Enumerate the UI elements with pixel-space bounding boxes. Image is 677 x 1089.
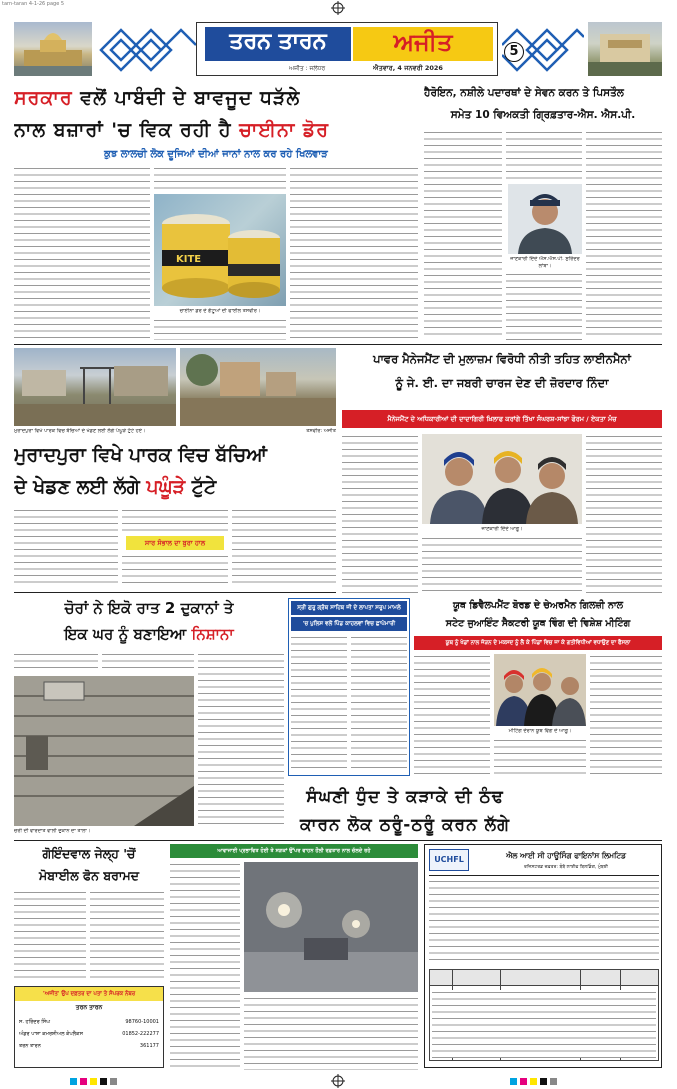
guru-granth-body-col2 xyxy=(351,635,407,773)
contact-row-3-label: ਤਰਨ ਤਾਰਨ xyxy=(19,1043,41,1049)
power-banner: ਮੈਨੇਜਮੈਂਟ ਦੇ ਅਧਿਕਾਰੀਆਂ ਦੀ ਦਾਦਾਗਿਰੀ ਖ਼ਿਲਾਫ ਕਰਾਂਗੇ ਤਿੱਖਾ ਸੰਘਰਸ਼-ਸਾਂਝਾ ਫੋਰਮ / ਏਕਤਾ ਮੰਚ xyxy=(342,410,662,428)
thieves-headline-line1: ਚੋਰਾਂ ਨੇ ਇਕੋ ਰਾਤ 2 ਦੁਕਾਨਾਂ ਤੇ xyxy=(64,599,234,617)
china-dor-body-col2-bottom xyxy=(154,318,286,340)
divider-3 xyxy=(14,840,662,841)
goindwal-headline-line1: ਗੋਇੰਦਵਾਲ ਜੇਲ੍ਹ 'ਚੋਂ xyxy=(42,846,136,861)
contact-box-title: 'ਅਜੀਤ' ਉਪ ਦਫ਼ਤਰ ਦਾ ਪਤਾ ਤੇ ਸੰਪਰਕ ਨੰਬਰ xyxy=(15,987,163,1001)
china-dor-spool-label: KITE xyxy=(176,254,202,265)
youth-photo-caption: ਮੀਟਿੰਗ ਦੌਰਾਨ ਯੂਥ ਵਿੰਗ ਦੇ ਆਗੂ। xyxy=(508,728,572,734)
youth-body-col2-bottom xyxy=(494,738,586,776)
muradpura-headline-line1: ਮੁਰਾਦਪੁਰਾ ਵਿਖੇ ਪਾਰਕ ਵਿਚ ਬੱਚਿਆਂ xyxy=(14,444,268,466)
fog-article xyxy=(160,784,650,840)
tender-title: ਐਲ ਆਈ ਸੀ ਹਾਊਸਿੰਗ ਫਾਇਨਾਂਸ ਲਿਮਟਿਡ xyxy=(506,851,626,860)
divider-2 xyxy=(14,592,336,593)
youth-headline-line1: ਯੂਥ ਡਿਵੈਲਪਮੈਂਟ ਬੋਰਡ ਦੇ ਚੇਅਰਮੈਨ ਗਿਲਜ਼ੀ ਨਾਲ xyxy=(452,600,624,611)
park-photo-strip xyxy=(14,348,336,436)
china-dor-body-col2-top xyxy=(154,166,286,190)
masthead-place: ਅਜੀਤ : ਜਲੰਧਰ xyxy=(289,65,326,72)
power-body-col2-bottom xyxy=(422,536,582,594)
power-body-col1 xyxy=(342,434,418,594)
heroin-body-col1 xyxy=(424,130,502,340)
divider-1 xyxy=(14,344,662,345)
muradpura-headline-line2-b: ਟੁੱਟੇ xyxy=(185,476,217,498)
power-leaders-photo xyxy=(422,434,582,524)
power-headline-line1: ਪਾਵਰ ਮੈਨੇਜਮੈਂਟ ਦੀ ਮੁਲਾਜ਼ਮ ਵਿਰੋਧੀ ਨੀਤੀ ਤਹਿਤ ਲਾਈਨਮੈਨਾਂ xyxy=(373,352,631,366)
china-dor-article xyxy=(14,84,418,342)
contact-box-city: ਤਰਨ ਤਾਰਨ xyxy=(75,1004,103,1011)
china-dor-headline-line2-red: ਚਾਈਨਾ ਡੋਰ xyxy=(239,119,330,141)
tender-advertisement xyxy=(424,844,662,1068)
tender-rule xyxy=(429,875,659,876)
youth-headline-line2: ਸਟੇਟ ਜੁਆਇੰਟ ਸੈਕਟਰੀ ਯੂਥ ਵਿੰਗ ਦੀ ਵਿਸ਼ੇਸ਼ ਮੀਟਿੰਗ xyxy=(445,618,631,629)
muradpura-headline-line2-a: ਦੇ ਖੇਡਣ ਲਈ ਲੱਗੇ xyxy=(14,476,147,498)
tender-table xyxy=(429,969,659,1061)
china-dor-headline-red: ਸਰਕਾਰ xyxy=(14,87,73,109)
china-dor-headline-line1 xyxy=(14,84,418,112)
china-dor-subhead: ਕੁਝ ਲਾਲਚੀ ਲੋਕ ਦੂਜਿਆਂ ਦੀਆਂ ਜਾਨਾਂ ਨਾਲ ਕਰ ਰਹੇ ਖਿਲਵਾੜ xyxy=(104,149,328,160)
fog-body-col1 xyxy=(170,862,240,1070)
fog-banner: ਆਵਾਜਾਈ ਪ੍ਰਭਾਵਿਤ ਹੋਈ ਤੇ ਸੜਕਾਂ ਉੱਪਰ ਵਾਹਨ ਹੌਲੀ ਰਫ਼ਤਾਰ ਨਾਲ ਚੱਲਦੇ ਰਹੇ xyxy=(170,844,418,858)
contact-row-3 xyxy=(19,1041,159,1051)
bottom-print-bar xyxy=(0,1074,677,1089)
heroin-headline-line1: ਹੈਰੋਇਨ, ਨਸ਼ੀਲੇ ਪਦਾਰਥਾਂ ਦੇ ਸੇਵਨ ਕਰਨ ਤੇ ਪਿਸਤੌਲ xyxy=(424,87,624,99)
muradpura-headline-line2-red: ਪਘੂੰੜੇ xyxy=(146,476,186,498)
tender-logo xyxy=(429,849,469,871)
tender-logo-text: UCHFL xyxy=(434,855,464,864)
tender-subtitle: ਰਜਿਸਟਰਡ ਦਫ਼ਤਰ: ਬੰਬੇ ਲਾਈਫ ਬਿਲਡਿੰਗ, ਮੁੰਬਈ xyxy=(524,865,608,870)
muradpura-article xyxy=(14,440,336,590)
fog-headline-line2: ਕਾਰਨ ਲੋਕ ਠਰੂੰ-ਠਰੂੰ ਕਰਨ ਲੱਗੇ xyxy=(300,815,510,835)
youth-meeting-photo xyxy=(494,654,586,726)
china-dor-headline-line2-text: ਨਾਲ ਬਜ਼ਾਰਾਂ 'ਚ ਵਿਕ ਰਹੀ ਹੈ xyxy=(14,119,240,141)
fog-headline-line1: ਸੰਘਣੀ ਧੁੰਦ ਤੇ ਕੜਾਕੇ ਦੀ ਠੰਢ xyxy=(306,787,504,807)
contact-row-1 xyxy=(19,1017,159,1027)
fog-body-col2-bottom xyxy=(244,996,418,1070)
contact-row-3-value: 361177 xyxy=(139,1043,159,1049)
heroin-body-col2-top xyxy=(506,130,582,182)
contact-row-2-label: ਅੰਡਰ ਪਾਸ਼ਾ ਕਮਰਸ਼ੀਅਲ ਕੰਪਲੈਕਸ xyxy=(19,1031,83,1037)
china-dor-photo-caption: ਚਾਈਨਾ ਡੋਰ ਦੇ ਗੱਟੂਆਂ ਦੀ ਫਾਈਲ ਤਸਵੀਰ। xyxy=(179,308,261,314)
thieves-headline-line2 xyxy=(14,622,284,646)
thieves-body-top-col2 xyxy=(102,652,194,672)
guru-granth-headline-line2: 'ਚ ਪੁਲਿਸ ਵਲੋਂ ਪਿੰਡ ਕਾਹਲਵਾਂ ਵਿਚ ਛਾਪੇਮਾਰੀ xyxy=(291,617,407,631)
china-dor-headline-line2 xyxy=(14,116,418,144)
tender-table-rows xyxy=(432,990,656,1058)
contact-row-2-value[interactable]: 01852-222277 xyxy=(122,1031,159,1037)
registration-mark-top xyxy=(331,0,345,14)
goindwal-body-col1 xyxy=(14,890,86,982)
muradpura-body-col2-top xyxy=(122,508,228,532)
china-dor-body-col3 xyxy=(290,166,418,340)
power-article xyxy=(342,348,662,596)
print-slug: tarn-taran 4-1-26 page 5 xyxy=(2,1,65,7)
brand-ajit: ਅਜੀਤ xyxy=(353,27,493,61)
thieves-photo-caption: ਚੋਰੀ ਦੀ ਵਾਰਦਾਤ ਵਾਲੀ ਦੁਕਾਨ ਦਾ ਤਾਲਾ। xyxy=(14,828,91,834)
heroin-photo-caption: ਜਾਣਕਾਰੀ ਦਿੰਦੇ ਐਸ.ਐਸ.ਪੀ. ਸੁਰਿੰਦਰ ਲਾਂਬਾ। xyxy=(510,256,580,269)
building-photo xyxy=(588,22,662,76)
china-dor-body-col1 xyxy=(14,166,150,340)
youth-body-col1 xyxy=(414,654,490,776)
contact-row-1-value[interactable]: 98760-10001 xyxy=(125,1019,159,1025)
heroin-body-col2-bottom xyxy=(506,272,582,340)
heroin-headline-line2: ਸਮੇਤ 10 ਵਿਅਕਤੀ ਗ੍ਰਿਫ਼ਤਾਰ-ਐਸ. ਐਸ.ਪੀ. xyxy=(450,109,636,121)
tender-table-header xyxy=(430,970,658,986)
youth-body-col3 xyxy=(590,654,662,776)
thieves-body-top-col1 xyxy=(14,652,98,672)
guru-granth-article xyxy=(288,598,410,776)
muradpura-pull-box: ਸਾਰ ਸੰਭਾਲ ਦਾ ਬੁਰਾ ਹਾਲ xyxy=(126,536,224,550)
park-photo-left xyxy=(14,348,176,426)
thieves-headline-line2-red: ਨਿਸ਼ਾਨਾ xyxy=(191,625,234,643)
masthead xyxy=(14,22,662,78)
youth-article xyxy=(414,598,662,778)
contact-row-1-label: ਸ. ਹਰਿੰਦਰ ਸਿੰਘ xyxy=(19,1019,50,1025)
goindwal-article xyxy=(14,844,164,984)
heroin-body-col3 xyxy=(586,130,662,340)
tender-body-text xyxy=(429,879,659,965)
muradpura-body-col2-bottom xyxy=(122,554,228,588)
muradpura-body-col1 xyxy=(14,508,118,588)
masthead-title-box xyxy=(196,22,498,76)
power-photo-caption: ਜਾਣਕਾਰੀ ਦਿੰਦੇ ਆਗੂ। xyxy=(481,526,523,532)
goindwal-headline-line2: ਮੋਬਾਈਲ ਫੋਨ ਬਰਾਮਦ xyxy=(39,868,139,883)
goindwal-body-col2 xyxy=(90,890,164,982)
power-headline-line2: ਨੂੰ ਜੇ. ਈ. ਦਾ ਜਬਰੀ ਚਾਰਜ ਦੇਣ ਦੀ ਜ਼ੋਰਦਾਰ ਨਿੰਦਾ xyxy=(395,376,609,390)
fog-street-photo xyxy=(244,862,418,992)
gurdwara-photo xyxy=(14,22,92,76)
guru-granth-body-col1 xyxy=(291,635,347,773)
park-photo-right xyxy=(180,348,336,426)
masthead-date: ਐਤਵਾਰ, 4 ਜਨਵਰੀ 2026 xyxy=(373,64,443,72)
china-dor-headline-rest: ਵਲੋਂ ਪਾਬੰਦੀ ਦੇ ਬਾਵਜੂਦ ਧੜੱਲੇ xyxy=(72,87,301,109)
park-photo-caption-right: ਤਸਵੀਰ: ਅਜੀਤ xyxy=(306,428,336,434)
park-photo-caption-left: ਮੁਰਾਦਪੁਰਾ ਵਿਖੇ ਪਾਰਕ ਵਿਚ ਬੱਚਿਆਂ ਦੇ ਖੇਡਣ ਲਈ ਲੱਗੇ ਪੰਘੂੜੇ ਟੁੱਟੇ ਹੋਏ। xyxy=(14,428,146,434)
page-number: 5 xyxy=(504,42,524,62)
contact-box xyxy=(14,986,164,1068)
fog-photo-article xyxy=(170,844,418,1072)
contact-row-2 xyxy=(19,1029,159,1039)
heroin-ssp-photo xyxy=(508,184,582,254)
thieves-headline-line2-a: ਇਕ ਘਰ ਨੂੰ ਬਣਾਇਆ xyxy=(64,625,192,643)
power-body-col3 xyxy=(586,434,662,594)
muradpura-body-col3 xyxy=(232,508,336,588)
brand-tarn-taran: ਤਰਨ ਤਾਰਨ xyxy=(205,27,351,61)
youth-banner: ਯੂਥ ਨੂੰ ਖੇਡਾਂ ਨਾਲ ਜੋੜਨ ਦੇ ਮਕਸਦ ਨੂੰ ਲੈ ਕੇ ਪਿੰਡਾਂ ਵਿਚ ਜਾ ਕੇ ਗਤੀਵਿਧੀਆਂ ਵਧਾਉਣ ਦਾ ਫੈਸਲਾ xyxy=(414,636,662,650)
china-dor-photo xyxy=(154,194,286,306)
muradpura-headline-line2 xyxy=(14,472,336,502)
heroin-article xyxy=(424,84,662,342)
masthead-pattern-left xyxy=(96,24,196,76)
guru-granth-headline-line1: ਸ੍ਰੀ ਗੁਰੂ ਗ੍ਰੰਥ ਸਾਹਿਬ ਜੀ ਦੇ ਲਾਪਤਾ ਸਰੂਪ ਮਾਮਲੇ xyxy=(291,601,407,615)
